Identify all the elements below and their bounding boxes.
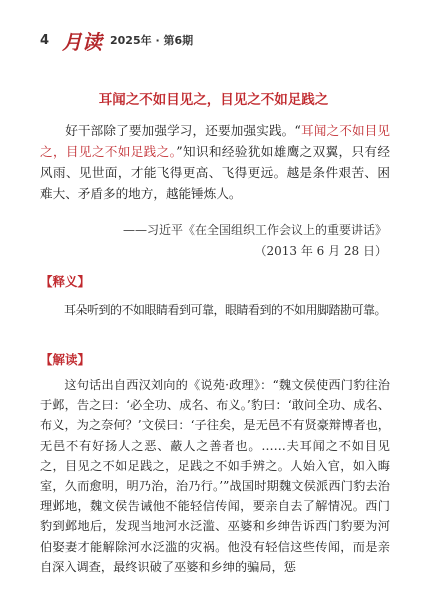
quote-highlight: 耳闻之不如目见之，目见之不如足践之。 xyxy=(40,123,390,159)
jiedu-text: 这句话出自西汉刘向的《说苑·政理》：“魏文侯使西门豹往治于邺，告之曰：‘必全功、成名、布义。’豹曰：‘敢问全功、成名、布义，为之奈何？’文侯曰：‘子往矣，是无邑不有贤豪辩博者也，无邑不有好扬人之恶、蔽人之善者也。……夫耳闻之不如目见之，目见之不如足践之，足践之不如手辨之。人始入官，如入晦室，久而愈明，明乃治，治乃行。’”战国时期魏文侯派西门豹去治理邺地，魏文侯告诫他不能轻信传闻，要亲自去了解情况。西门豹到邺地后，发现当地河水泛滥、巫婆和乡绅告诉西门豹要为河伯娶妻才能解除河水泛滥的灾祸。他没有轻信这些传闻，而是亲自深入调查，最终识破了巫婆和乡绅的骗局，惩 xyxy=(40,378,390,574)
shiyi-text: 耳朵听到的不如眼睛看到可靠，眼睛看到的不如用脚踏勘可靠。 xyxy=(64,303,387,317)
quote-paragraph xyxy=(40,120,390,204)
article-title: 耳闻之不如目见之，目见之不如足践之 xyxy=(98,92,329,108)
quote-source xyxy=(123,220,387,262)
source-line: ——习近平《在全国组织工作会议上的重要讲话》 xyxy=(122,223,387,237)
shiyi-heading: 【释义】 xyxy=(40,274,91,289)
page-number: 4 xyxy=(40,32,50,48)
magazine-logo: 月读 xyxy=(62,29,102,54)
jiedu-heading: 【解读】 xyxy=(40,352,91,367)
page-header xyxy=(40,28,193,52)
issue-label: 2025年 · 第6期 xyxy=(110,34,194,47)
source-date: （2013 年 6 月 28 日） xyxy=(254,244,387,258)
quote-rest: ”知识和经验犹如雄鹰之双翼，只有经风雨、见世面，才能飞得更高、飞得更远。越是条件艰苦、困难大、矛盾多的地方，越能锤炼人。 xyxy=(40,144,390,201)
quote-intro: 好干部除了要加强学习，还要加强实践。“ xyxy=(65,123,301,138)
